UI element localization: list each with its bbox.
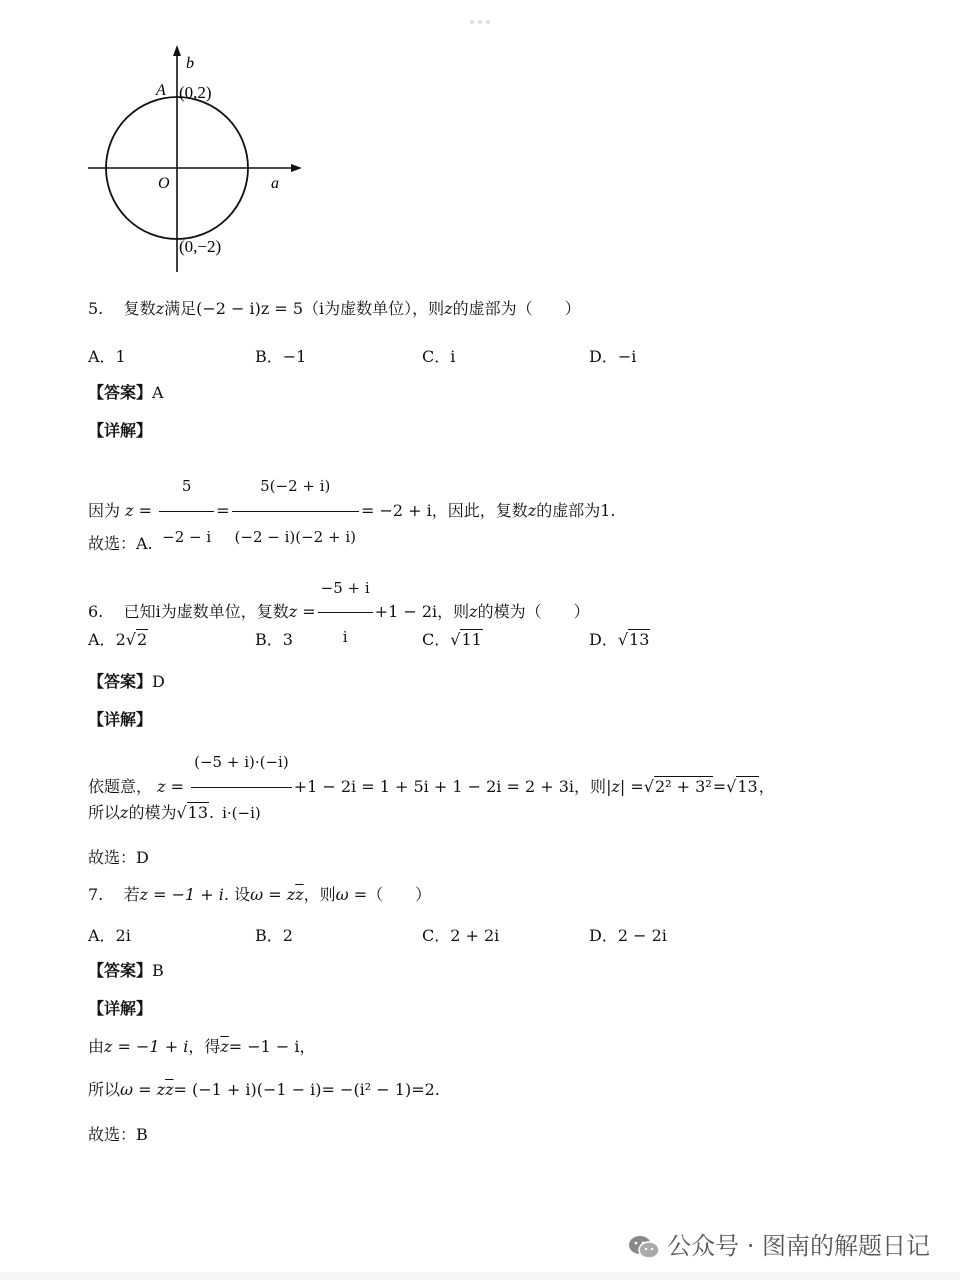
real-axis-arrow — [291, 164, 302, 172]
q7-number: 7. — [88, 885, 104, 904]
point-top-label: (0,2) — [179, 83, 212, 102]
q5-text-b: 满足 — [164, 299, 197, 318]
q5-sol-end: 的虚部为1. — [536, 501, 616, 520]
q7-option-b: B．2 — [255, 926, 293, 945]
q7-detail-label: 【详解】 — [88, 999, 153, 1018]
q5-sol-frac1: $\frac{5}{-2 - i}$ — [159, 462, 214, 561]
bottom-strip — [0, 1272, 960, 1280]
q6-solution-line2: 所以z的模为√13. — [88, 803, 215, 822]
q6-detail-label: 【详解】 — [88, 710, 153, 729]
q5-choose: 故选：A. — [88, 534, 153, 553]
q5-option-a: A．1 — [88, 347, 126, 366]
q6-option-a: A．2√2 — [88, 630, 148, 649]
q6-text-b: ，则 — [437, 602, 470, 621]
axis-a-label: a — [271, 175, 279, 192]
q6-text-c: 的模为（ ） — [477, 602, 590, 621]
q6-answer-label: 【答案】 — [88, 672, 153, 691]
q7-option-d: D．2 − 2i — [589, 926, 667, 945]
top-indicator — [468, 9, 494, 19]
axis-b-label: b — [186, 55, 194, 72]
q5-option-c: C．i — [422, 347, 456, 366]
q6-var-z: z = — [288, 602, 316, 621]
q6-answer-value: D — [152, 672, 165, 691]
q6-sol-frac: $\frac{(-5 + i)\cdot(-i)}{i\cdot(-i)}$ — [191, 738, 292, 837]
q6-sol-prefix: 依题意， — [88, 777, 153, 796]
q5-text-a: 复数 — [123, 299, 156, 318]
q5-sol-z: z = — [125, 501, 153, 520]
q5-detail-label: 【详解】 — [88, 421, 153, 440]
q6-option-d: D．√13 — [589, 630, 650, 649]
q6-stem-rest: +1 − 2i — [374, 602, 438, 621]
q6-text-a: 已知i为虚数单位，复数 — [123, 602, 289, 621]
q7-answer — [88, 960, 164, 982]
origin-label: O — [158, 175, 170, 192]
q5-text-c: （i为虚数单位），则 — [303, 299, 445, 318]
q7-omega2: ω = — [335, 885, 368, 904]
q5-sol-frac2: $\frac{5(-2 + i)}{(-2 - i)(-2 + i)}$ — [232, 462, 359, 561]
q7-solution-line1: 由z = −1 + i，得$\overline{z}= -1 - i$， — [88, 1037, 316, 1056]
q5-option-d: D．−i — [589, 347, 637, 366]
q7-text-b: . 设 — [223, 885, 251, 904]
q5-sol-result: = −2 + i — [360, 501, 432, 520]
q6-sol-abs: |z| = — [606, 777, 644, 796]
q5-answer-label: 【答案】 — [88, 383, 153, 402]
q6-choose: 故选：D — [88, 848, 149, 867]
q5-answer-value: A — [152, 383, 164, 402]
q6-sol-chain: +1 − 2i = 1 + 5i + 1 − 2i = 2 + 3i — [293, 777, 575, 796]
q5-equation: (−2 − i)z = 5 — [196, 299, 304, 318]
q7-choose: 故选：B — [88, 1125, 148, 1144]
q6-var-z2: z — [469, 602, 478, 621]
q6-stem-frac: $\frac{-5 + i}{i}$ — [318, 565, 373, 660]
q6-sol-z: z = — [157, 777, 185, 796]
q5-sol-z2: z — [527, 501, 537, 520]
q6-stem — [88, 565, 590, 660]
q7-omega: ω = z — [250, 885, 296, 904]
q7-answer-label: 【答案】 — [88, 961, 153, 980]
q6-option-c: C．√11 — [422, 630, 482, 649]
wechat-icon — [627, 1234, 661, 1260]
watermark-text: 公众号 · 图南的解题日记 — [667, 1232, 930, 1260]
point-bottom-label: (0,−2) — [179, 237, 222, 256]
q6-sol-sqrt2: √13 — [726, 777, 758, 796]
q7-text-c: ，则 — [303, 885, 336, 904]
q7-sol-zbar: $\overline{z}$ — [220, 1037, 229, 1056]
q6-sol-eq: = — [712, 777, 727, 796]
q6-line2-sqrt: √13 — [176, 803, 209, 822]
complex-plane-figure — [80, 40, 320, 280]
q5-stem — [88, 298, 581, 320]
q5-var-z: z — [155, 299, 165, 318]
q6-number: 6. — [88, 602, 104, 621]
q6-option-b: B．3 — [255, 630, 293, 649]
imag-axis-arrow — [173, 45, 181, 56]
q6-sol-comma: ， — [758, 777, 775, 796]
q7-text-d: （ ） — [367, 885, 432, 904]
q7-option-a: A．2i — [88, 926, 131, 945]
q7-zbar: $\overline{z}$ — [295, 885, 304, 904]
q5-answer — [88, 382, 164, 404]
watermark — [627, 1226, 930, 1261]
q5-number: 5. — [88, 299, 104, 318]
q7-answer-value: B — [152, 961, 164, 980]
q6-sol-then: ，则 — [574, 777, 607, 796]
q7-equation: z = −1 + i — [139, 885, 224, 904]
q6-answer — [88, 671, 165, 693]
q7-text-a: 若 — [123, 885, 140, 904]
q7-sol2-zbar: $\overline{z}$ — [165, 1080, 174, 1099]
q7-stem — [88, 884, 431, 906]
q5-sol-prefix: 因为 — [88, 501, 121, 520]
q5-option-b: B．−1 — [255, 347, 307, 366]
q5-sol-suffix: ，因此，复数 — [431, 501, 528, 520]
q7-solution-line2: 所以$\omega = z\overline{z}= (-1 + i)(-1 - i)= -(i^2 - 1)=2$. — [88, 1080, 440, 1099]
q5-solution: 因为 z = $\frac{5}{-2 - i}$ = $\frac{5(-2 + i)}{(-2 - i)(-2 + i)}$ = −2 + i，因此，复数z的虚部为1. — [88, 462, 616, 561]
q7-option-c: C．2 + 2i — [422, 926, 500, 945]
q5-var-z2: z — [444, 299, 453, 318]
q5-text-d: 的虚部为（ ） — [452, 299, 581, 318]
point-a-label: A — [156, 82, 166, 99]
q6-sol-sqrt1: √2² + 3² — [643, 777, 712, 796]
